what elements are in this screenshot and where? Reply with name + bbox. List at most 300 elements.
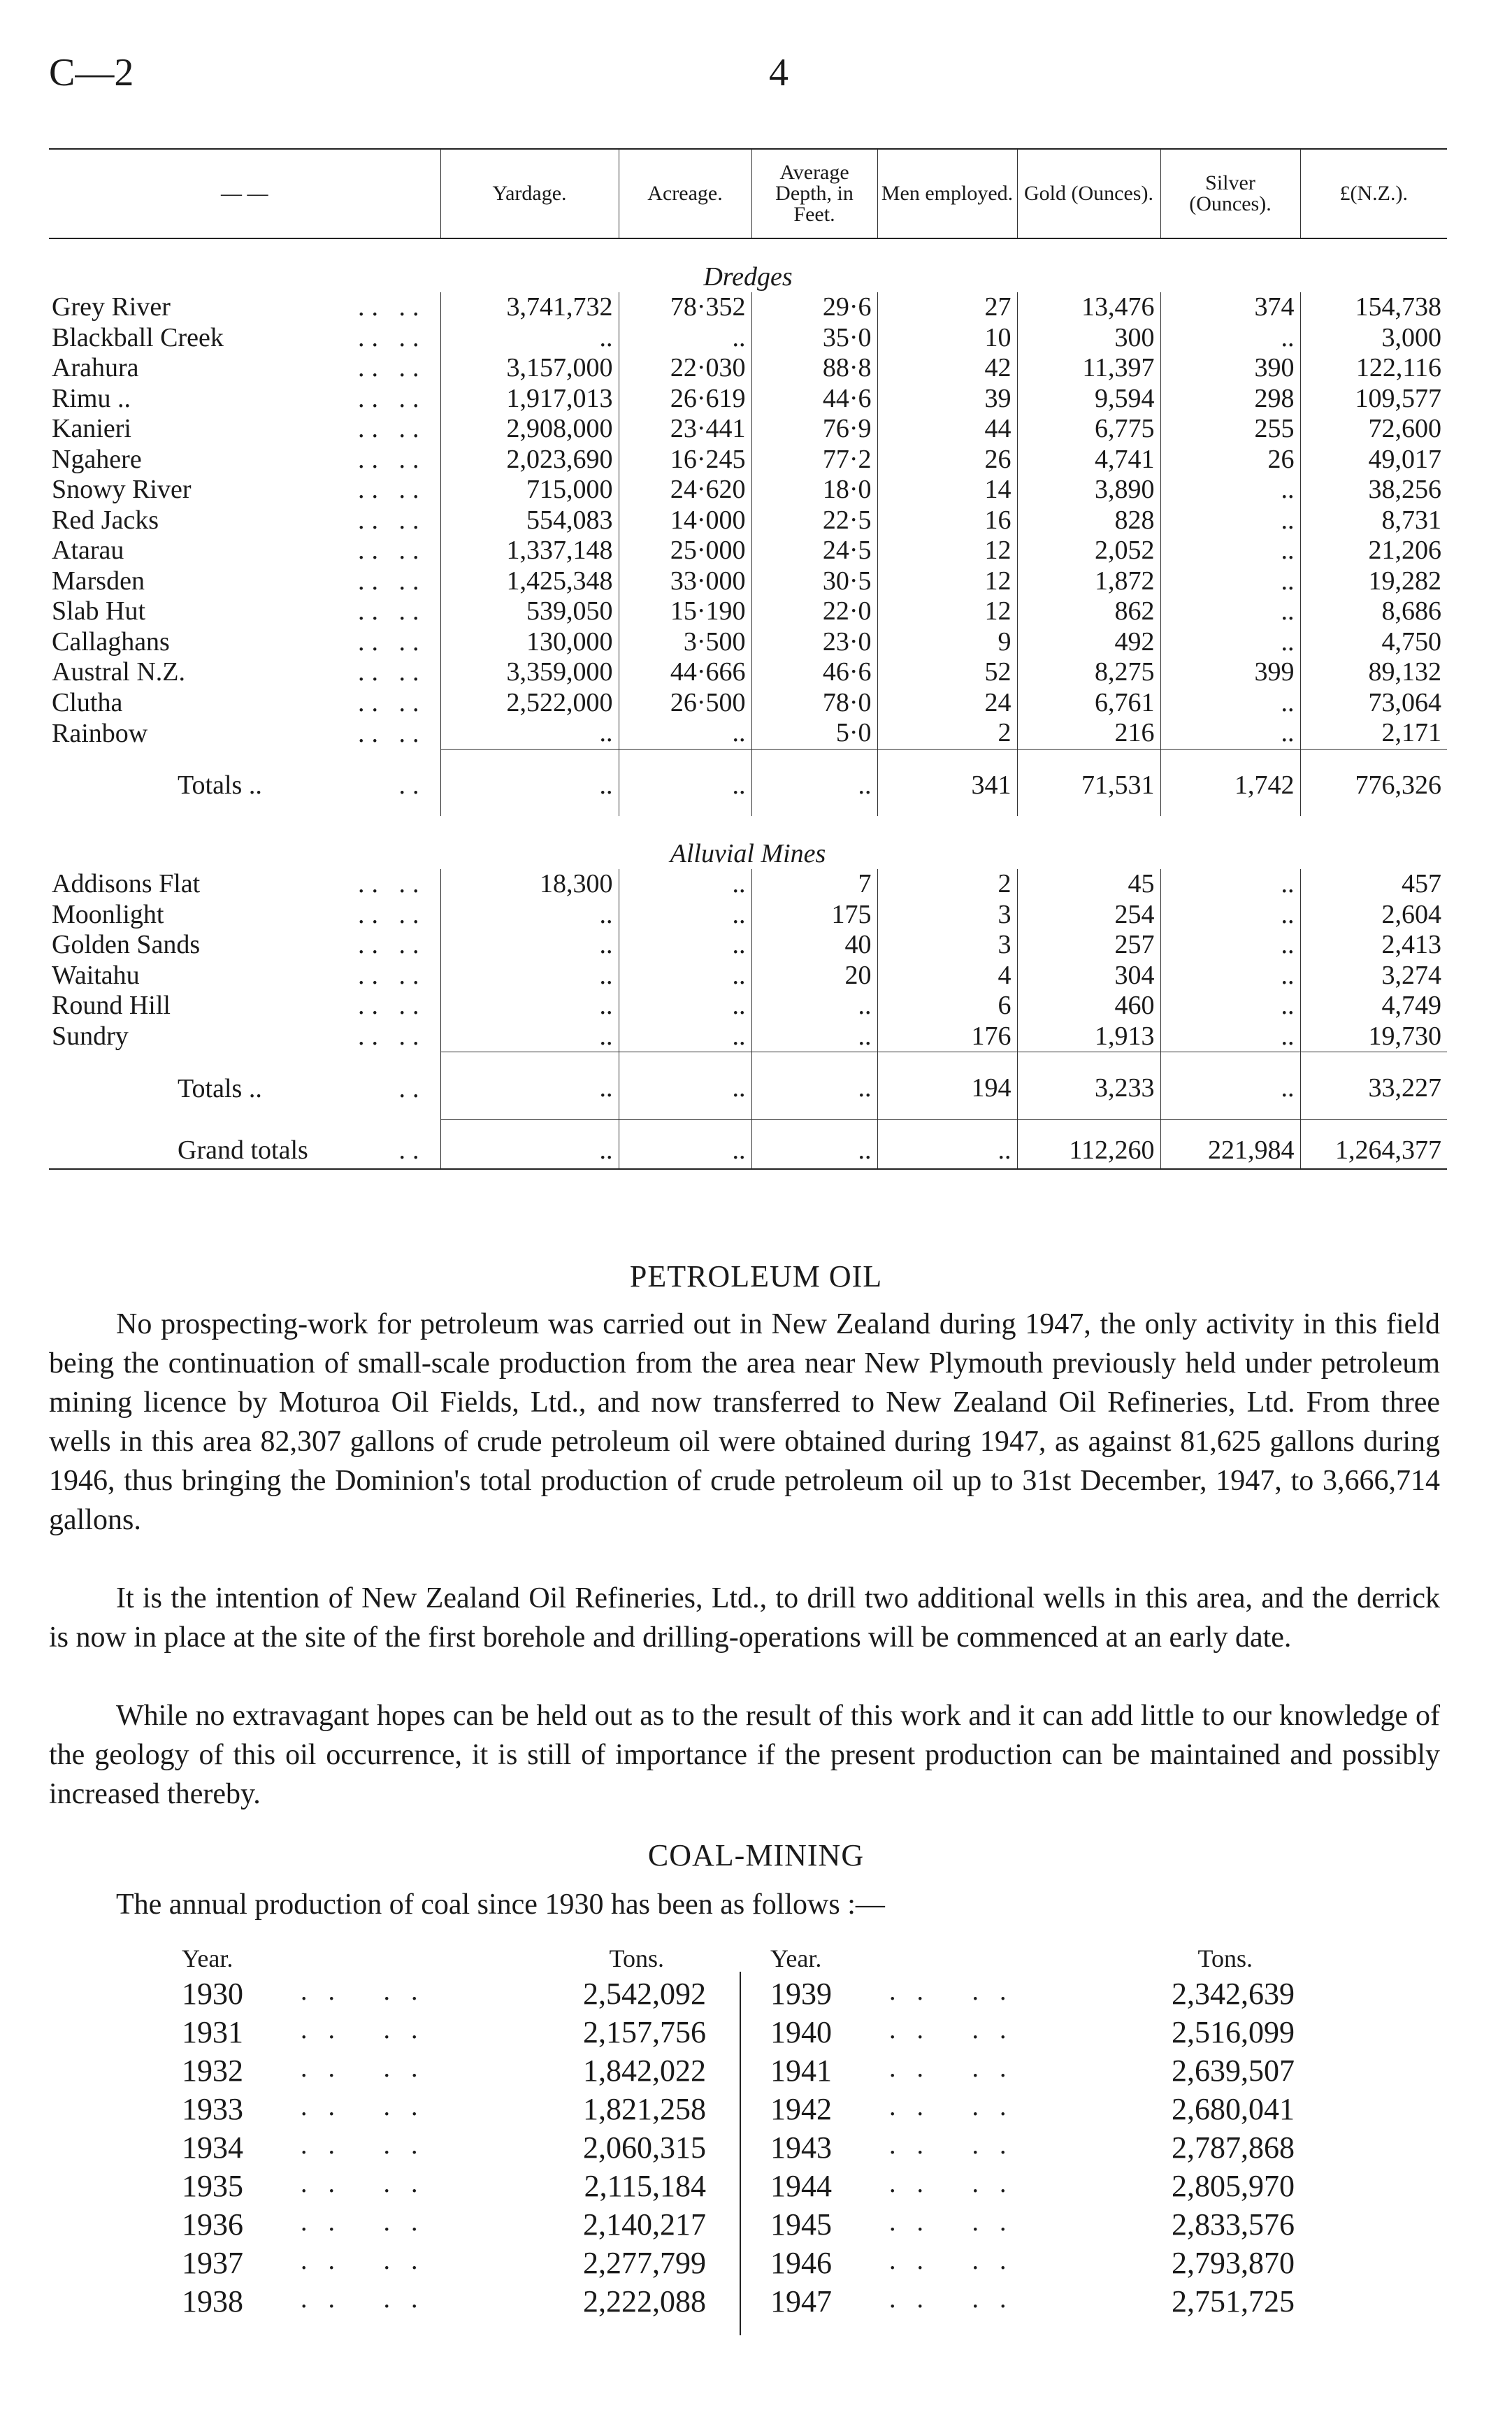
table-row <box>49 657 1447 688</box>
coal-tons: 2,680,041 <box>1172 2092 1295 2126</box>
cell-gold: 1,872 <box>1017 566 1160 597</box>
coal-tons: 2,157,756 <box>583 2015 706 2049</box>
cell-depth: .. <box>751 1119 877 1169</box>
coal-row <box>770 2245 1295 2284</box>
row-label-text: Waitahu <box>52 960 140 990</box>
coal-year: 1945 <box>770 2207 832 2242</box>
cell-value: 33,227 <box>1300 1052 1447 1120</box>
cell-depth: 35·0 <box>751 323 877 354</box>
section-title-row <box>49 238 1447 292</box>
cell-yardage: 2,023,690 <box>440 445 619 475</box>
row-label <box>49 596 440 627</box>
cell-depth: 88·8 <box>751 353 877 384</box>
coal-year: 1943 <box>770 2130 832 2165</box>
coal-tons: 2,787,868 <box>1172 2130 1295 2165</box>
coal-year: 1947 <box>770 2284 832 2319</box>
totals-row <box>49 1052 1447 1120</box>
cell-men: 27 <box>877 292 1017 323</box>
table-row <box>49 384 1447 415</box>
coal-year: 1946 <box>770 2246 832 2280</box>
cell-value: 4,750 <box>1300 627 1447 658</box>
page-number: 4 <box>769 51 789 94</box>
row-label-text: Snowy River <box>52 475 192 504</box>
table-row <box>49 596 1447 627</box>
coal-table-right <box>770 1944 1295 2322</box>
coal-year: 1932 <box>182 2054 243 2088</box>
cell-gold: 3,890 <box>1017 475 1160 506</box>
cell-silver: .. <box>1160 1022 1300 1052</box>
cell-acreage: 3·500 <box>619 627 751 658</box>
coal-row <box>182 2014 706 2053</box>
dot-leader: .. .. <box>358 718 426 748</box>
table-row <box>49 869 1447 900</box>
cell-men: 44 <box>877 414 1017 445</box>
cell-acreage: 23·441 <box>619 414 751 445</box>
row-label <box>49 1022 440 1052</box>
cell-silver: .. <box>1160 900 1300 931</box>
coal-tons: 1,821,258 <box>583 2092 706 2126</box>
cell-depth: 76·9 <box>751 414 877 445</box>
cell-acreage: .. <box>619 718 751 749</box>
cell-gold: 6,775 <box>1017 414 1160 445</box>
row-label-text: Round Hill <box>52 991 171 1020</box>
cell-gold: 8,275 <box>1017 657 1160 688</box>
grand-row <box>49 1119 1447 1169</box>
cell-men: 2 <box>877 869 1017 900</box>
coal-tons: 2,542,092 <box>583 1977 706 2011</box>
petroleum-paragraph-1: No prospecting-work for petroleum was carried out in New Zealand during 1947, the only activity in this field being the continuation of small-scale production from the area near New Plymouth previously held under petroleum mining licence by Moturoa Oil Fields, Ltd., and now transferred to New Zealand Oil Refineries, Ltd. From three wells in this area 82,307 gallons of crude petroleum oil were obtained during 1947, as against 81,625 gallons during 1946, thus bringing the Dominion's total production of crude petroleum oil up to 31st December, 1947, to 3,666,714 gallons. <box>49 1308 1440 1536</box>
table-row <box>49 1022 1447 1052</box>
cell-silver: .. <box>1160 869 1300 900</box>
dot-leader: .. .. <box>889 2130 1028 2160</box>
cell-yardage: .. <box>440 1052 619 1120</box>
dot-leader: .. <box>398 1135 426 1165</box>
dot-leader: .. .. <box>301 2092 439 2121</box>
cell-acreage: .. <box>619 991 751 1022</box>
coal-tons: 2,833,576 <box>1172 2207 1295 2242</box>
dot-leader: .. <box>398 1073 426 1103</box>
coal-year: 1930 <box>182 1977 243 2011</box>
cell-depth: 29·6 <box>751 292 877 323</box>
cell-acreage: 26·619 <box>619 384 751 415</box>
cell-yardage: .. <box>440 961 619 991</box>
column-header: Acreage. <box>619 149 751 238</box>
coal-tons: 2,342,639 <box>1172 1977 1295 2011</box>
cell-acreage: .. <box>619 961 751 991</box>
row-label-text: Callaghans <box>52 626 170 657</box>
cell-yardage: .. <box>440 930 619 961</box>
cell-silver: 26 <box>1160 445 1300 475</box>
column-header: Average Depth, in Feet. <box>751 149 877 238</box>
table-row <box>49 353 1447 384</box>
cell-value: 3,274 <box>1300 961 1447 991</box>
dot-leader: .. .. <box>301 2015 439 2044</box>
cell-silver: .. <box>1160 506 1300 536</box>
cell-acreage: .. <box>619 1022 751 1052</box>
coal-table-left <box>182 1944 706 2322</box>
coal-row <box>770 2053 1295 2091</box>
cell-value: 109,577 <box>1300 384 1447 415</box>
cell-yardage: 554,083 <box>440 506 619 536</box>
row-label <box>49 475 440 506</box>
cell-silver: .. <box>1160 961 1300 991</box>
dot-leader: .. .. <box>358 869 426 898</box>
cell-depth: 23·0 <box>751 627 877 658</box>
row-label-text: Kanieri <box>52 414 131 443</box>
cell-acreage: .. <box>619 900 751 931</box>
coal-row <box>182 2091 706 2130</box>
coal-row <box>182 2245 706 2284</box>
coal-row <box>182 2053 706 2091</box>
coal-row <box>182 1976 706 2014</box>
coal-tons: 2,277,799 <box>583 2246 706 2280</box>
dot-leader: .. .. <box>358 687 426 717</box>
table-row <box>49 414 1447 445</box>
cell-acreage: 25·000 <box>619 536 751 566</box>
document-id: C—2 <box>49 51 134 94</box>
cell-value: 73,064 <box>1300 688 1447 719</box>
coal-year: 1938 <box>182 2284 243 2319</box>
cell-men: 12 <box>877 596 1017 627</box>
coal-tons: 2,222,088 <box>583 2284 706 2319</box>
cell-yardage: .. <box>440 900 619 931</box>
cell-acreage: 16·245 <box>619 445 751 475</box>
coal-year: 1934 <box>182 2130 243 2165</box>
coal-row <box>770 2168 1295 2207</box>
column-header: Yardage. <box>440 149 619 238</box>
row-label <box>49 930 440 961</box>
coal-row <box>182 2130 706 2168</box>
cell-men: 12 <box>877 566 1017 597</box>
row-label <box>49 688 440 719</box>
cell-silver: .. <box>1160 323 1300 354</box>
cell-gold: 460 <box>1017 991 1160 1022</box>
table-body <box>49 238 1447 1169</box>
cell-men: 12 <box>877 536 1017 566</box>
table-row <box>49 445 1447 475</box>
dot-leader: .. .. <box>889 2092 1028 2121</box>
cell-silver: 1,742 <box>1160 749 1300 816</box>
cell-yardage: 1,337,148 <box>440 536 619 566</box>
coal-heading: COAL-MINING <box>647 1838 865 1872</box>
cell-acreage: 24·620 <box>619 475 751 506</box>
cell-depth: 30·5 <box>751 566 877 597</box>
cell-yardage: .. <box>440 1119 619 1169</box>
cell-depth: 46·6 <box>751 657 877 688</box>
cell-men: 14 <box>877 475 1017 506</box>
dot-leader: .. .. <box>358 292 426 322</box>
section-title: Alluvial Mines <box>670 838 826 868</box>
cell-gold: 492 <box>1017 627 1160 658</box>
dot-leader: .. .. <box>301 1977 439 2006</box>
cell-value: 457 <box>1300 869 1447 900</box>
row-label <box>49 353 440 384</box>
totals-row <box>49 749 1447 816</box>
dot-leader: .. .. <box>301 2054 439 2083</box>
cell-value: 8,686 <box>1300 596 1447 627</box>
cell-value: 4,749 <box>1300 991 1447 1022</box>
dot-leader: .. .. <box>889 2284 1028 2314</box>
row-label-text: Arahura <box>52 353 139 382</box>
table-row <box>49 475 1447 506</box>
cell-men: 10 <box>877 323 1017 354</box>
coal-tons: 2,115,184 <box>584 2169 706 2203</box>
coal-tons: 2,140,217 <box>583 2207 706 2242</box>
dot-leader: .. .. <box>301 2130 439 2160</box>
cell-gold: 300 <box>1017 323 1160 354</box>
cell-silver: .. <box>1160 536 1300 566</box>
table-row <box>49 688 1447 719</box>
cell-acreage: 78·352 <box>619 292 751 323</box>
row-label-text: Totals .. <box>178 1073 262 1103</box>
cell-depth: .. <box>751 1052 877 1120</box>
cell-yardage: 3,741,732 <box>440 292 619 323</box>
dot-leader: .. .. <box>358 991 426 1020</box>
row-label <box>49 749 440 816</box>
coal-year: 1936 <box>182 2207 243 2242</box>
row-label-text: Ngahere <box>52 444 142 474</box>
dot-leader: .. .. <box>358 353 426 382</box>
cell-value: 49,017 <box>1300 445 1447 475</box>
coal-row <box>770 2284 1295 2322</box>
cell-silver: .. <box>1160 930 1300 961</box>
row-label <box>49 961 440 991</box>
cell-value: 3,000 <box>1300 323 1447 354</box>
cell-depth: 5·0 <box>751 718 877 749</box>
dot-leader: .. .. <box>889 2169 1028 2198</box>
petroleum-paragraph-3: While no extravagant hopes can be held out as to the result of this work and it can add little to our knowledge of the geology of this oil occurrence, it is still of importance if the present production can be maintained and possibly increased thereby. <box>49 1700 1440 1810</box>
cell-silver: 298 <box>1160 384 1300 415</box>
cell-silver: 390 <box>1160 353 1300 384</box>
dot-leader: .. .. <box>358 414 426 443</box>
coal-year: 1942 <box>770 2092 832 2126</box>
cell-yardage: 18,300 <box>440 869 619 900</box>
dot-leader: .. .. <box>358 596 426 626</box>
coal-tons: 1,842,022 <box>583 2054 706 2088</box>
dot-leader: .. .. <box>358 444 426 474</box>
cell-men: .. <box>877 1119 1017 1169</box>
petroleum-heading: PETROLEUM OIL <box>629 1259 883 1294</box>
dot-leader: .. .. <box>301 2246 439 2275</box>
cell-men: 16 <box>877 506 1017 536</box>
coal-row <box>182 2207 706 2245</box>
column-header: — — <box>49 149 440 238</box>
tons-header: Tons. <box>609 1944 664 1972</box>
cell-gold: 828 <box>1017 506 1160 536</box>
coal-row <box>182 2284 706 2322</box>
cell-depth: 22·0 <box>751 596 877 627</box>
cell-acreage: 22·030 <box>619 353 751 384</box>
table-row <box>49 323 1447 354</box>
cell-men: 176 <box>877 1022 1017 1052</box>
row-label <box>49 1119 440 1169</box>
dot-leader: .. .. <box>358 566 426 596</box>
cell-depth: .. <box>751 749 877 816</box>
coal-row <box>770 1976 1295 2014</box>
cell-depth: 7 <box>751 869 877 900</box>
cell-gold: 11,397 <box>1017 353 1160 384</box>
tons-header: Tons. <box>1197 1944 1253 1972</box>
cell-yardage: .. <box>440 991 619 1022</box>
cell-gold: 254 <box>1017 900 1160 931</box>
table-row <box>49 566 1447 597</box>
row-label <box>49 1052 440 1120</box>
row-label-text: Blackball Creek <box>52 322 224 352</box>
cell-gold: 71,531 <box>1017 749 1160 816</box>
cell-men: 52 <box>877 657 1017 688</box>
cell-gold: 9,594 <box>1017 384 1160 415</box>
cell-men: 2 <box>877 718 1017 749</box>
cell-yardage: 2,908,000 <box>440 414 619 445</box>
dot-leader: .. .. <box>301 2169 439 2198</box>
column-header: £(N.Z.). <box>1300 149 1447 238</box>
cell-yardage: .. <box>440 1022 619 1052</box>
cell-depth: 44·6 <box>751 384 877 415</box>
coal-year: 1944 <box>770 2169 832 2203</box>
cell-value: 1,264,377 <box>1300 1119 1447 1169</box>
cell-men: 4 <box>877 961 1017 991</box>
coal-tons: 2,793,870 <box>1172 2246 1295 2280</box>
section-title-row <box>49 816 1447 869</box>
cell-depth: 22·5 <box>751 506 877 536</box>
dot-leader: .. .. <box>358 322 426 352</box>
column-header: Men employed. <box>877 149 1017 238</box>
coal-row <box>770 2091 1295 2130</box>
cell-value: 19,282 <box>1300 566 1447 597</box>
cell-depth: 20 <box>751 961 877 991</box>
dot-leader: .. .. <box>358 536 426 565</box>
cell-gold: 1,913 <box>1017 1022 1160 1052</box>
cell-depth: 40 <box>751 930 877 961</box>
cell-depth: 18·0 <box>751 475 877 506</box>
cell-silver: .. <box>1160 596 1300 627</box>
cell-depth: 175 <box>751 900 877 931</box>
cell-men: 39 <box>877 384 1017 415</box>
coal-tons: 2,639,507 <box>1172 2054 1295 2088</box>
table-header-row <box>49 149 1447 238</box>
row-label-text: Clutha <box>52 687 123 717</box>
coal-tons: 2,516,099 <box>1172 2015 1295 2049</box>
cell-gold: 3,233 <box>1017 1052 1160 1120</box>
row-label <box>49 900 440 931</box>
cell-yardage: 715,000 <box>440 475 619 506</box>
cell-depth: .. <box>751 991 877 1022</box>
cell-men: 3 <box>877 930 1017 961</box>
row-label-text: Moonlight <box>52 899 164 929</box>
row-label <box>49 869 440 900</box>
cell-yardage: .. <box>440 749 619 816</box>
row-label-text: Golden Sands <box>52 930 201 959</box>
dot-leader: .. .. <box>358 960 426 990</box>
coal-column-divider <box>740 1972 741 2335</box>
dot-leader: .. .. <box>301 2207 439 2237</box>
cell-depth: 24·5 <box>751 536 877 566</box>
cell-acreage: 15·190 <box>619 596 751 627</box>
cell-gold: 304 <box>1017 961 1160 991</box>
coal-row <box>182 2168 706 2207</box>
row-label-text: Totals .. <box>178 770 262 800</box>
cell-men: 24 <box>877 688 1017 719</box>
table-row <box>49 292 1447 323</box>
cell-silver: .. <box>1160 1052 1300 1120</box>
row-label-text: Sundry <box>52 1022 129 1051</box>
row-label-text: Marsden <box>52 566 145 596</box>
row-label <box>49 657 440 688</box>
cell-value: 38,256 <box>1300 475 1447 506</box>
row-label <box>49 384 440 415</box>
dot-leader: .. .. <box>358 899 426 929</box>
cell-men: 9 <box>877 627 1017 658</box>
cell-yardage: 2,522,000 <box>440 688 619 719</box>
coal-year: 1935 <box>182 2169 243 2203</box>
column-header: Silver (Ounces). <box>1160 149 1300 238</box>
cell-depth: .. <box>751 1022 877 1052</box>
row-label-text: Grey River <box>52 292 171 322</box>
row-label <box>49 323 440 354</box>
row-label-text: Rimu .. <box>52 383 131 413</box>
row-label-text: Atarau <box>52 536 124 565</box>
dot-leader: .. .. <box>358 383 426 413</box>
row-label-text: Red Jacks <box>52 505 159 535</box>
dot-leader: .. .. <box>358 626 426 657</box>
cell-gold: 257 <box>1017 930 1160 961</box>
cell-gold: 4,741 <box>1017 445 1160 475</box>
coal-year: 1933 <box>182 2092 243 2126</box>
coal-tons: 2,805,970 <box>1172 2169 1295 2203</box>
row-label <box>49 718 440 749</box>
dot-leader: .. .. <box>358 505 426 535</box>
cell-men: 341 <box>877 749 1017 816</box>
cell-men: 194 <box>877 1052 1017 1120</box>
petroleum-paragraph-2: It is the intention of New Zealand Oil Refineries, Ltd., to drill two additional wells in this area, and the derrick is now in place at the site of the first borehole and drilling-operations will be commenced at an early date. <box>49 1582 1440 1654</box>
cell-silver: .. <box>1160 718 1300 749</box>
table-row <box>49 536 1447 566</box>
coal-intro: The annual production of coal since 1930 has been as follows :— <box>116 1889 885 1921</box>
cell-silver: .. <box>1160 566 1300 597</box>
table-row <box>49 506 1447 536</box>
cell-value: 8,731 <box>1300 506 1447 536</box>
cell-yardage: .. <box>440 323 619 354</box>
cell-yardage: 3,157,000 <box>440 353 619 384</box>
dot-leader: .. .. <box>358 930 426 959</box>
cell-gold: 2,052 <box>1017 536 1160 566</box>
cell-men: 6 <box>877 991 1017 1022</box>
year-header: Year. <box>182 1944 233 1972</box>
cell-silver: 374 <box>1160 292 1300 323</box>
cell-silver: .. <box>1160 475 1300 506</box>
cell-yardage: 130,000 <box>440 627 619 658</box>
cell-acreage: .. <box>619 1052 751 1120</box>
cell-silver: 399 <box>1160 657 1300 688</box>
coal-year: 1931 <box>182 2015 243 2049</box>
coal-header-row <box>770 1944 1295 1976</box>
cell-acreage: 14·000 <box>619 506 751 536</box>
cell-value: 21,206 <box>1300 536 1447 566</box>
table-row <box>49 991 1447 1022</box>
dot-leader: .. .. <box>889 1977 1028 2006</box>
cell-acreage: 33·000 <box>619 566 751 597</box>
cell-yardage: 1,917,013 <box>440 384 619 415</box>
coal-tons: 2,060,315 <box>583 2130 706 2165</box>
row-label-text: Slab Hut <box>52 596 146 626</box>
dot-leader: .. .. <box>889 2054 1028 2083</box>
cell-men: 26 <box>877 445 1017 475</box>
cell-acreage: .. <box>619 1119 751 1169</box>
cell-depth: 77·2 <box>751 445 877 475</box>
dot-leader: .. <box>398 770 426 800</box>
cell-silver: .. <box>1160 991 1300 1022</box>
coal-year: 1941 <box>770 2054 832 2088</box>
